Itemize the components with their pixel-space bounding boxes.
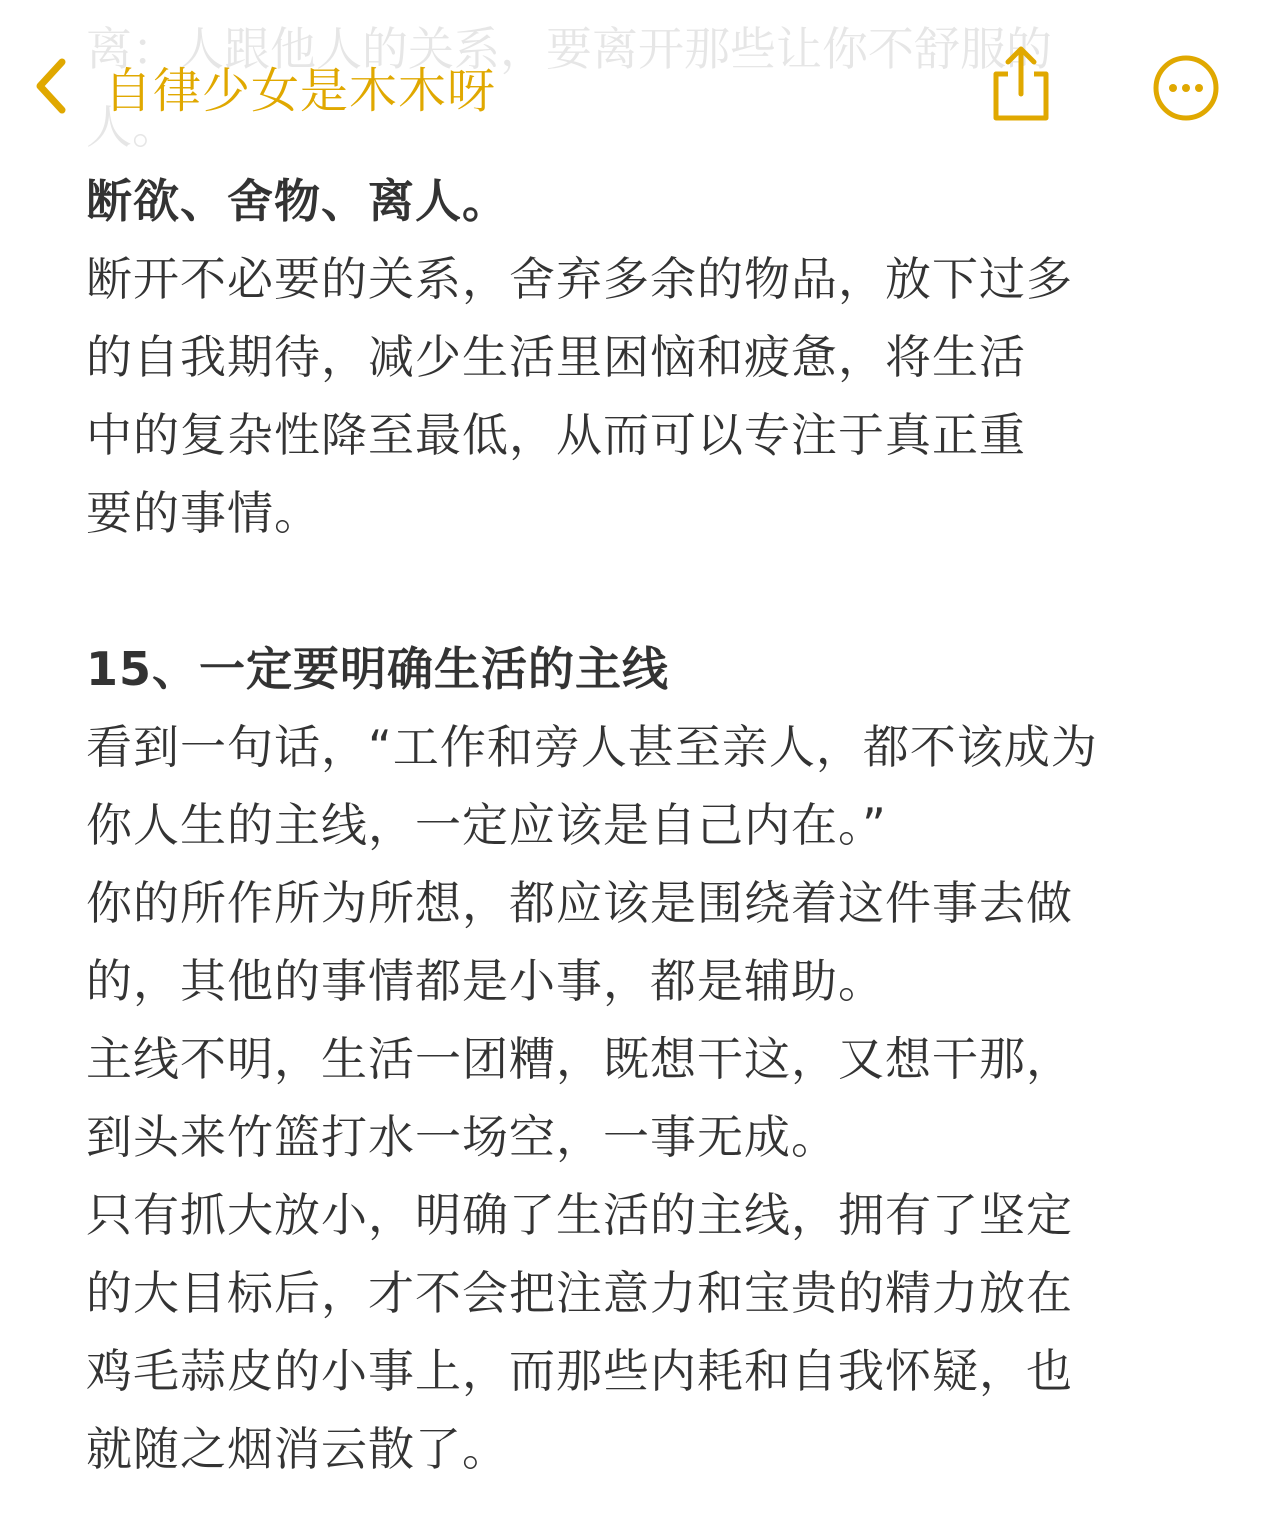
section-heading: 15、一定要明确生活的主线 <box>86 642 670 696</box>
body-line: 的大目标后，才不会把注意力和宝贵的精力放在 <box>86 1266 1073 1320</box>
body-line: 主线不明，生活一团糟，既想干这，又想干那， <box>86 1032 1073 1086</box>
body-line: 你人生的主线，一定应该是自己内在。” <box>86 798 887 852</box>
body-line: 断开不必要的关系，舍弃多余的物品，放下过多 <box>86 252 1073 306</box>
body-line: 中的复杂性降至最低，从而可以专注于真正重 <box>86 408 1026 462</box>
body-line: 的，其他的事情都是小事，都是辅助。 <box>86 954 885 1008</box>
navigation-bar <box>0 0 1284 170</box>
body-line: 只有抓大放小，明确了生活的主线，拥有了坚定 <box>86 1188 1073 1242</box>
body-line: 你的所作所为所想，都应该是围绕着这件事去做 <box>86 876 1073 930</box>
body-line: 就随之烟消云散了。 <box>86 1422 509 1476</box>
share-button[interactable] <box>988 42 1054 124</box>
note-content <box>86 162 1196 1488</box>
section-heading: 断欲、舍物、离人。 <box>86 174 509 228</box>
body-line: 到头来竹篮打水一场空，一事无成。 <box>86 1110 838 1164</box>
faded-previous-text: 离：人跟他人的关系，要离开那些让你不舒服的人。 <box>86 22 1052 154</box>
chevron-left-icon <box>30 56 70 116</box>
body-line: 看到一句话，“工作和旁人甚至亲人，都不该成为 <box>86 720 1098 774</box>
share-icon <box>988 109 1054 128</box>
back-button[interactable] <box>30 48 496 124</box>
body-line: 的自我期待，减少生活里困恼和疲惫，将生活 <box>86 330 1026 384</box>
body-line: 要的事情。 <box>86 486 321 540</box>
note-title: 自律少女是木木呀 <box>104 62 497 119</box>
body-line: 鸡毛蒜皮的小事上，而那些内耗和自我怀疑，也 <box>86 1344 1073 1398</box>
blank-line <box>86 552 1196 630</box>
more-icon <box>1152 107 1220 126</box>
more-button[interactable] <box>1152 54 1220 122</box>
